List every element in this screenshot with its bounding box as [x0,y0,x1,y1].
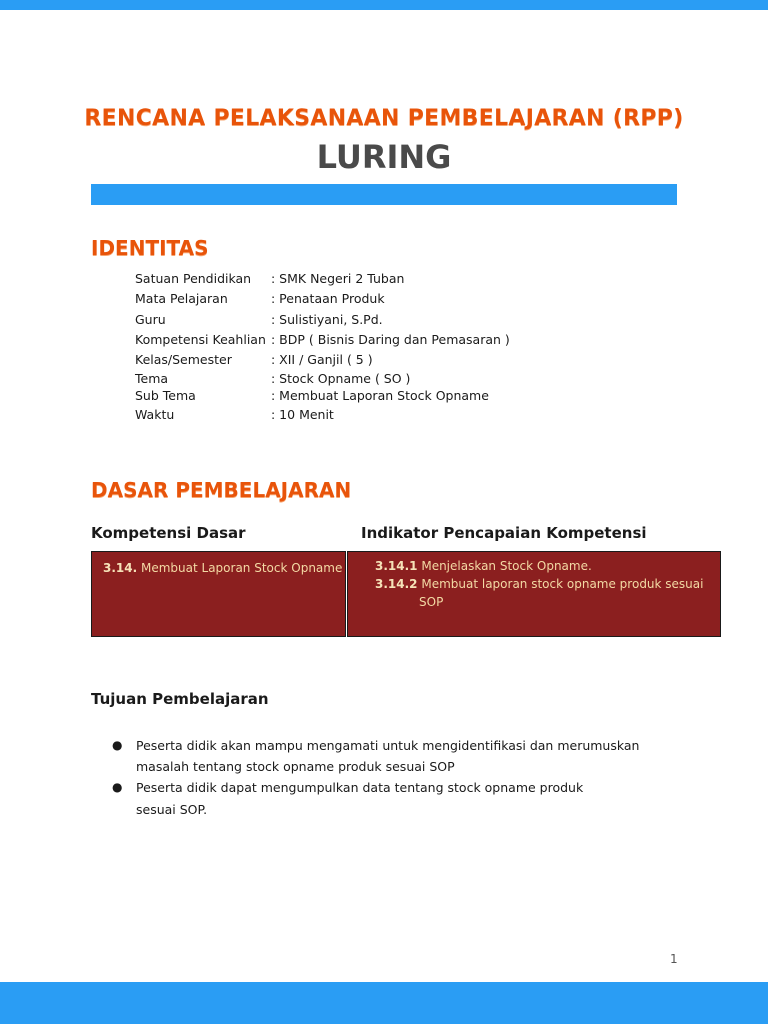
kd-text: Membuat Laporan Stock Opname [141,561,343,575]
kompetensi-dasar-heading: Kompetensi Dasar [91,524,246,542]
identitas-value: : Membuat Laporan Stock Opname [271,388,489,403]
identitas-label: Satuan Pendidikan [135,271,252,286]
identitas-row [135,291,385,307]
identitas-label: Waktu [135,407,175,422]
identitas-row [135,312,383,328]
bottom-accent-bar [0,982,768,1024]
ipk-item [375,558,592,575]
indikator-cell [347,551,721,637]
identitas-heading: IDENTITAS [91,236,209,260]
identitas-label: Kelas/Semester [135,352,232,367]
ipk-item [375,576,703,593]
kd-item [103,560,342,577]
document-title: RENCANA PELAKSANAAN PEMBELAJARAN (RPP) [84,106,684,131]
identitas-value: : Penataan Produk [271,291,385,306]
identitas-value: : XII / Ganjil ( 5 ) [271,352,373,367]
ipk-item-continuation [419,594,443,611]
identitas-row [135,332,510,348]
identitas-label: Kompetensi Keahlian [135,332,266,347]
tujuan-line: Peserta didik akan mampu mengamati untuk mengidentifikasi dan merumuskan [136,738,640,753]
tujuan-pembelajaran-heading: Tujuan Pembelajaran [91,690,269,708]
title-divider-bar [91,184,677,205]
identitas-value: : SMK Negeri 2 Tuban [271,271,405,286]
identitas-row [135,271,404,287]
ipk-text: Membuat laporan stock opname produk sesuai [421,577,704,591]
ipk-text: Menjelaskan Stock Opname. [421,559,592,573]
ipk-number: 3.14.1 [375,559,418,573]
identitas-label: Tema [135,371,169,386]
ipk-number: 3.14.2 [375,577,418,591]
identitas-value: : 10 Menit [271,407,334,422]
indikator-heading: Indikator Pencapaian Kompetensi [361,524,647,542]
identitas-value: : Stock Opname ( SO ) [271,371,411,386]
ipk-text: SOP [419,595,444,609]
identitas-row [135,352,373,368]
tujuan-line: masalah tentang stock opname produk sesuai SOP [136,759,455,774]
page-number: 1 [670,952,678,966]
tujuan-line: Peserta didik dapat mengumpulkan data tentang stock opname produk [136,780,584,795]
identitas-label: Sub Tema [135,388,196,403]
identitas-row [135,407,334,423]
bullet-icon: ● [112,780,123,794]
identitas-label: Guru [135,312,166,327]
identitas-row [135,388,489,404]
kd-number: 3.14. [103,561,138,575]
identitas-value: : BDP ( Bisnis Daring dan Pemasaran ) [271,332,510,347]
tujuan-line: sesuai SOP. [136,802,208,817]
identitas-value: : Sulistiyani, S.Pd. [271,312,383,327]
kompetensi-dasar-cell [91,551,346,637]
document-subtitle: LURING [316,138,452,176]
identitas-label: Mata Pelajaran [135,291,228,306]
dasar-pembelajaran-heading: DASAR PEMBELAJARAN [91,478,352,502]
identitas-row [135,371,410,387]
bullet-icon: ● [112,738,123,752]
top-accent-bar [0,0,768,10]
